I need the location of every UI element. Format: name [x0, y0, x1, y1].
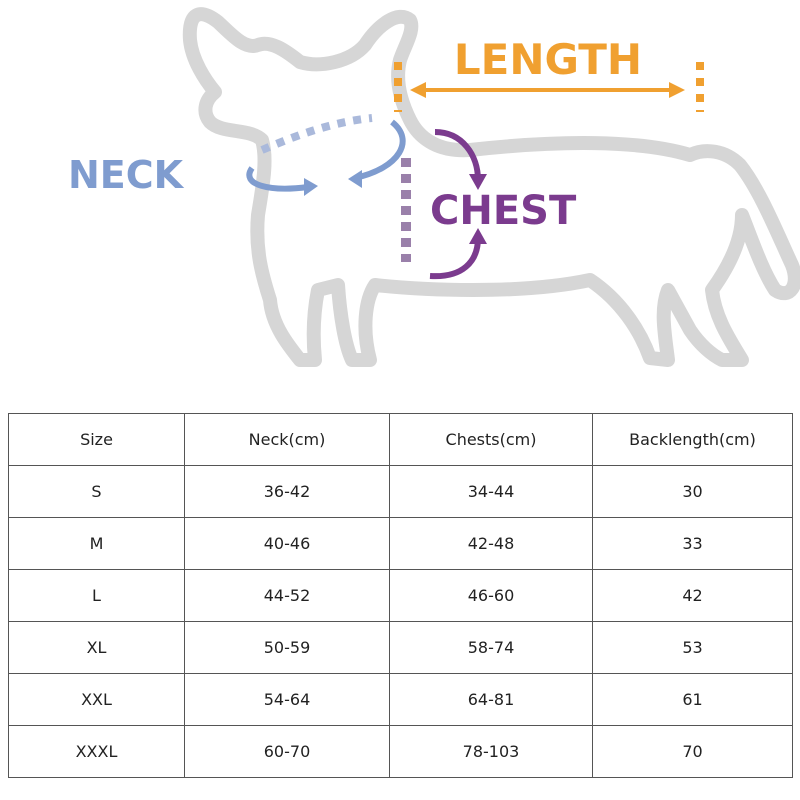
neck-cell: 60-70	[185, 726, 390, 778]
backlength-cell: 42	[593, 570, 793, 622]
size-cell: S	[9, 466, 185, 518]
size-cell: L	[9, 570, 185, 622]
table-row	[9, 466, 793, 518]
size-cell: XL	[9, 622, 185, 674]
length-label: LENGTH	[453, 35, 643, 84]
size-chart-table	[8, 413, 793, 778]
neck-arrowhead-left	[304, 178, 318, 196]
header-backlength: Backlength(cm)	[593, 414, 793, 466]
table-row	[9, 726, 793, 778]
backlength-cell: 53	[593, 622, 793, 674]
header-size: Size	[9, 414, 185, 466]
backlength-cell: 33	[593, 518, 793, 570]
backlength-cell: 61	[593, 674, 793, 726]
size-cell: XXL	[9, 674, 185, 726]
neck-cell: 36-42	[185, 466, 390, 518]
chest-cell: 78-103	[390, 726, 593, 778]
chest-cell: 64-81	[390, 674, 593, 726]
backlength-cell: 30	[593, 466, 793, 518]
length-arrowhead-left	[410, 82, 426, 98]
chest-cell: 58-74	[390, 622, 593, 674]
chest-label: CHEST	[430, 188, 577, 234]
size-cell: XXXL	[9, 726, 185, 778]
neck-cell: 40-46	[185, 518, 390, 570]
table-row	[9, 674, 793, 726]
header-chest: Chests(cm)	[390, 414, 593, 466]
neck-cell: 50-59	[185, 622, 390, 674]
header-neck: Neck(cm)	[185, 414, 390, 466]
size-cell: M	[9, 518, 185, 570]
neck-arrow-right	[355, 122, 403, 178]
chest-cell: 42-48	[390, 518, 593, 570]
neck-cell: 44-52	[185, 570, 390, 622]
table-row	[9, 518, 793, 570]
backlength-cell: 70	[593, 726, 793, 778]
neck-label: NECK	[68, 153, 184, 197]
neck-dashed-line	[262, 118, 372, 150]
table-row	[9, 570, 793, 622]
chest-cell: 46-60	[390, 570, 593, 622]
neck-arrowhead-right	[348, 170, 362, 188]
chest-cell: 34-44	[390, 466, 593, 518]
length-arrowhead-right	[669, 82, 685, 98]
neck-cell: 54-64	[185, 674, 390, 726]
table-header-row	[9, 414, 793, 466]
length-indicator	[398, 35, 700, 112]
table-row	[9, 622, 793, 674]
